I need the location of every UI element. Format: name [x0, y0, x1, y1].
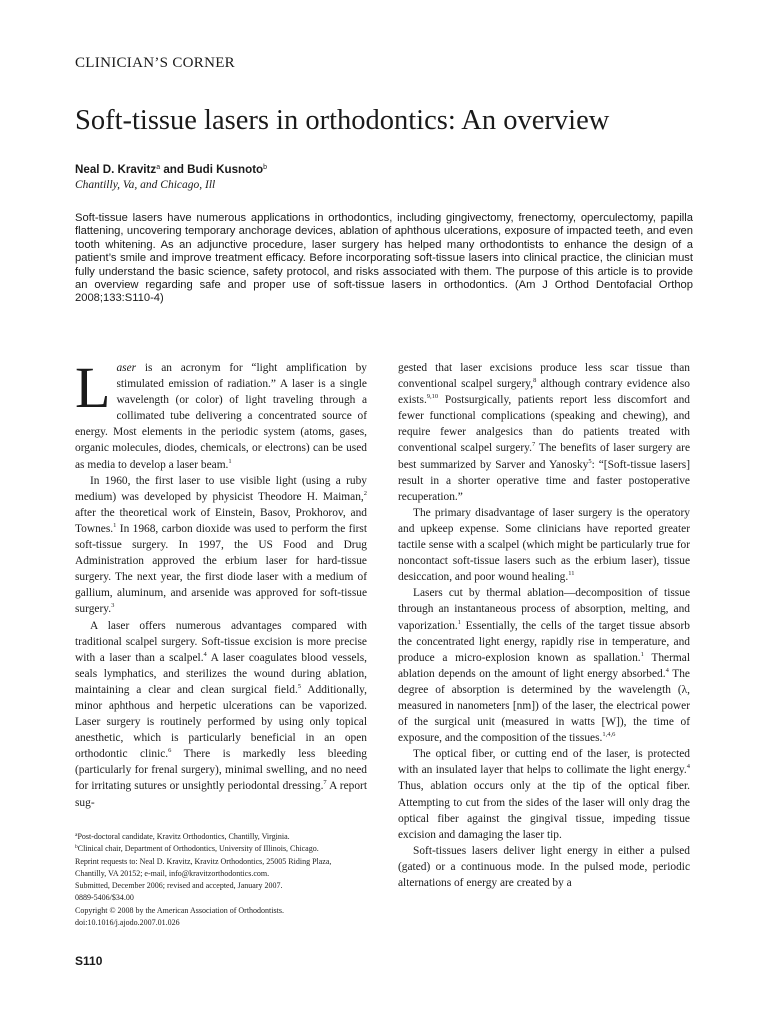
affiliation-marker: a	[156, 164, 161, 171]
text-run: There is markedly less bleeding (particularly for frenal surgery), minimal swelling, and no need for irritating sutures or unsightly periodontal dressing.	[75, 748, 368, 793]
citation[interactable]: 5	[297, 682, 302, 690]
footnote-affiliation-b	[75, 843, 375, 855]
citation[interactable]: 8	[533, 377, 537, 385]
text-run: although contrary evidence also exists.	[398, 378, 691, 407]
text-run: : “[Soft-tissue lasers] result in a shorter operative time and faster postoperative recuperation.”	[398, 458, 690, 503]
text-run: gested that laser excisions produce less scar tissue than conventional scalpel surgery,	[398, 362, 690, 391]
author-name[interactable]: Neal D. Kravitz	[75, 163, 157, 176]
citation[interactable]: 1	[457, 618, 462, 626]
abstract: Soft-tissue lasers have numerous applications in orthodontics, including gingivectomy, frenectomy, operculectomy, papilla flattening, uncovering temporary anchorage devices, ablation of aphthous ulcerations, exposure of impacted teeth, and even tooth whitening. As an adjunctive procedure, laser surgery has helped many orthodontists to enhance the design of a patient’s smile and improve treatment efficacy. Before incorporating soft-tissue lasers into clinical practice, the clinician must fully understand the basic science, safety protocol, and risks associated with them. The purpose of this article is to provide an overview regarding safe and proper use of soft-tissue lasers in orthodontics. (Am J Orthod Dentofacial Orthop 2008;133:S110-4)	[75, 212, 693, 305]
text-run: A laser coagulates blood vessels, seals lymphatics, and sterilizes the wound during ablation, maintaining a clear and clean surgical field.	[75, 651, 367, 696]
page-number: S110	[75, 954, 103, 968]
author-name[interactable]: Budi Kusnoto	[187, 163, 264, 176]
footnote-text: Post-doctoral candidate, Kravitz Orthodontics, Chantilly, Virginia.	[77, 832, 290, 841]
citation[interactable]: 9,10	[426, 393, 439, 401]
footnote-copyright: Copyright © 2008 by the American Association of Orthodontists.	[75, 905, 284, 915]
text-run: Soft-tissues lasers deliver light energy in either a pulsed (gated) or a continuous mode. In the pulsed mode, periodic alternations of energy are created by a	[398, 844, 690, 889]
drop-cap: L	[75, 355, 111, 420]
section-label: CLINICIAN’S CORNER	[75, 55, 235, 71]
paragraph	[398, 746, 690, 843]
italic-text: aser	[116, 362, 137, 374]
citation[interactable]: 1,4,6	[602, 731, 616, 739]
citation[interactable]: 1	[640, 650, 644, 658]
text-run: The optical fiber, or cutting end of the laser, is protected with an insulated layer that helps to collimate the light energy.	[398, 748, 690, 777]
text-run: A laser offers numerous advantages compared with traditional scalpel surgery. Soft-tissue excision is more precise with a laser than a scalpel.	[75, 619, 367, 664]
text-run: In 1960, the first laser to use visible light (using a ruby medium) was developed by physicist Theodore H. Maiman,	[75, 474, 367, 503]
author-connector: and	[160, 163, 188, 176]
article-title: Soft-tissue lasers in orthodontics: An overview	[75, 105, 610, 136]
citation[interactable]: 3	[111, 602, 115, 610]
footnote-affiliation-a	[75, 831, 375, 843]
footnote-submitted: Submitted, December 2006; revised and accepted, January 2007.	[75, 881, 283, 891]
text-run: Thermal ablation depends on the amount of light energy absorbed.	[398, 651, 690, 680]
text-run: The degree of absorption is determined by the wavelength (λ, measured in nanometers [nm]) of the laser, the electrical power of the surgical unit (measured in watts [W]), the time of exposure, and the composition of the tissues.	[398, 667, 690, 745]
paragraph	[75, 355, 367, 473]
paragraph	[75, 473, 367, 618]
footnotes	[75, 831, 375, 929]
text-run: is an acronym for “light amplification by stimulated emission of radiation.” A laser is a single wavelength (or color) of light traveling through a collimated tube delivering a concentrated source of energy. Most elements in the periodic system (atoms, gases, organic molecules, diodes, chemicals, or electrons) can be used as media to develop a laser beam.	[75, 362, 367, 471]
affiliation-marker: b	[75, 844, 78, 851]
affiliation-marker: a	[75, 832, 78, 838]
footnote-reprint-address: Chantilly, VA 20152; e-mail, info@kravitzorthodontics.com.	[75, 868, 270, 878]
paragraph	[398, 585, 690, 746]
text-run: after the theoretical work of Einstein, Basov, Prokhorov, and Townes.	[75, 506, 367, 535]
text-run: Postsurgically, patients report less discomfort and fewer functional complications (speaking and chewing), and require fewer analgesics than do patients treated with conventional scalpel surgery.	[398, 394, 690, 455]
affiliation-marker: b	[263, 164, 268, 171]
citation[interactable]: 2	[363, 489, 367, 497]
body-column-left	[75, 355, 368, 811]
citation[interactable]: 1	[113, 521, 117, 529]
citation[interactable]: 7	[323, 779, 327, 787]
footnote-issn: 0889-5406/$34.00	[75, 893, 134, 903]
paragraph	[75, 618, 367, 811]
author-location: Chantilly, Va, and Chicago, Ill	[75, 179, 216, 191]
text-run: Lasers cut by thermal ablation—decomposition of tissue through an instantaneous process of absorption, melting, and vaporization.	[398, 587, 690, 632]
text-run: Thus, ablation occurs only at the tip of the optical fiber. Attempting to cut from the sides of the laser will only drag the optical fiber against the gingival tissue, impeding tissue excision and damaging the laser tip.	[398, 780, 690, 841]
citation[interactable]: 4	[665, 666, 669, 674]
body-column-right	[398, 360, 690, 891]
text-run: Essentially, the cells of the target tissue absorb the concentrated light energy, rapidly rise in temperature, and produce a micro-explosion known as spallation.	[398, 619, 690, 664]
author-list	[75, 163, 267, 176]
citation[interactable]: 5	[588, 457, 592, 465]
citation[interactable]: 11	[568, 570, 575, 578]
text-run: The benefits of laser surgery are best summarized by Sarver and Yanosky	[398, 442, 691, 471]
paragraph	[398, 360, 690, 505]
footnote-text: Clinical chair, Department of Orthodontics, University of Illinois, Chicago.	[77, 844, 319, 854]
citation[interactable]: 6	[168, 747, 172, 755]
paragraph	[398, 843, 690, 891]
text-run: The primary disadvantage of laser surgery is the operatory and upkeep expense. Some clinicians have reported greater tactile sense with a scalpel (which might be particularly true for noncontact soft-tissue lasers such as the erbium laser), tissue desiccation, and poor wound healing.	[398, 506, 690, 584]
paragraph	[398, 505, 690, 585]
citation[interactable]: 7	[531, 441, 536, 449]
text-run: A report sug-	[75, 780, 367, 809]
footnote-doi[interactable]: doi:10.1016/j.ajodo.2007.01.026	[75, 918, 180, 928]
footnote-reprint: Reprint requests to: Neal D. Kravitz, Kravitz Orthodontics, 25005 Riding Plaza,	[75, 856, 332, 866]
citation[interactable]: 1	[228, 457, 232, 465]
citation[interactable]: 4	[203, 650, 207, 658]
text-run: Additionally, minor aphthous and herpetic ulcerations can be vaporized. Laser surgery is routinely performed by using only topical anesthetic, which is particularly beneficial in an open orthodontic clinic.	[75, 683, 367, 761]
citation[interactable]: 4	[686, 763, 690, 771]
text-run: In 1968, carbon dioxide was used to perform the first soft-tissue surgery. In 1997, the US Food and Drug Administration approved the erbium laser for hard-tissue surgery. The next year, the first diode laser with a medium of gallium, aluminum, and arsenide was approved for soft-tissue surgery.	[75, 522, 367, 616]
